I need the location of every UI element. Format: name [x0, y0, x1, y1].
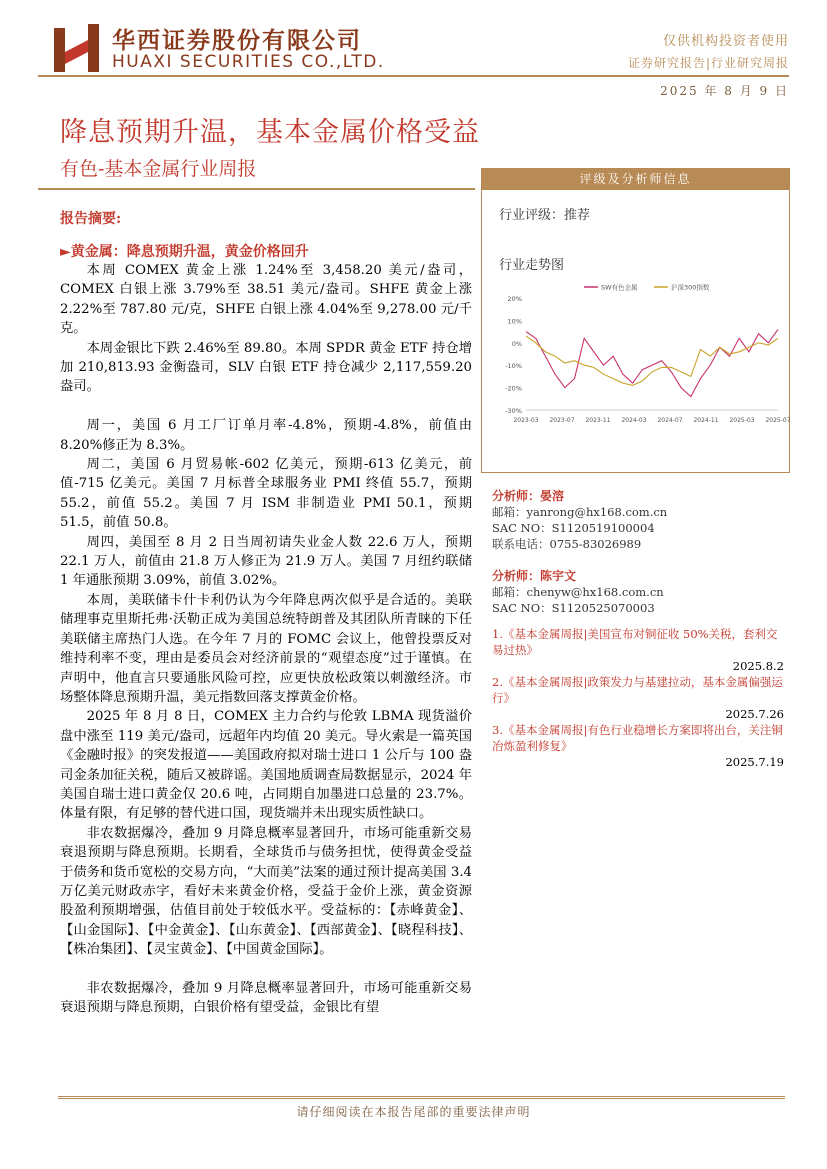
email-label: 邮箱： [492, 585, 527, 599]
header-divider [38, 75, 789, 77]
analyst-2 [492, 568, 792, 616]
subtitle-divider [38, 188, 475, 190]
company-name-cn: 华西证券股份有限公司 [112, 28, 362, 54]
audience-note: 仅供机构投资者使用 [662, 34, 789, 49]
email-label: 邮箱： [492, 505, 527, 519]
analyst-email[interactable]: yanrong@hx168.com.cn [526, 505, 668, 519]
company-name-en: HUAXI SECURITIES CO.,LTD. [112, 52, 385, 72]
x-tick-label: 2025-07 [765, 417, 791, 424]
analyst-label: 分析师： [492, 489, 541, 503]
x-tick-label: 2023-07 [549, 417, 575, 424]
trend-chart [496, 276, 791, 434]
body-paragraph: 本周，美联储卡什卡利仍认为今年降息两次似乎是合适的。美联储理事克里斯托弗·沃勒正成为美国总统特朗普及其团队所青睐的下任美联储主席热门人选。在今年 7 月的 FOMC 会议上，他曾投票反对维持利率不变，理由是委员会对经济前景的“观望态度”过于谨慎。在声明中，他直言只要通胀风险可控，应更快放松政策以刺激经济。市场整体降息预期升温，美元指数回落支撑黄金价格。 [60, 592, 472, 705]
analyst-info [492, 488, 792, 616]
related-report-date: 2025.7.19 [725, 755, 784, 769]
huaxi-logo-icon [52, 22, 102, 74]
report-title: 降息预期升温，基本金属价格受益 [60, 117, 480, 148]
body-paragraph: 非农数据爆冷，叠加 9 月降息概率显著回升，市场可能重新交易衰退预期与降息预期。长期看，全球货币与债务担忧，使得黄金受益于债务和货币宽松的交易方向，“大而美”法案的通过预计提高美国 3.4 万亿美元财政赤字，看好未来黄金价格，受益于金价上涨，黄金资源股盈利预期增强，估值目前处于较低水平。受益标的：【赤峰黄金】、【山金国际】、【中金黄金】、【山东黄金】、【西部黄金】、【晓程科技】、【株冶集团】、【灵宝黄金】、【中国黄金国际】。 [60, 825, 472, 958]
report-type: 证券研究报告|行业研究周报 [627, 56, 789, 70]
summary-label: 报告摘要: [60, 211, 122, 227]
body-paragraph: 周一，美国 6 月工厂订单月率-4.8%，预期-4.8%，前值由 8.20%修正为 8.3%。 [60, 418, 472, 453]
x-tick-label: 2023-03 [513, 417, 539, 424]
related-report-title[interactable]: 1.《基本金属周报|美国宣布对铜征收 50%关税，套利交易过热》 [492, 627, 778, 657]
analyst-1 [492, 488, 792, 552]
panel-heading: 评级及分析师信息 [481, 168, 790, 190]
report-date: 2025 年 8 月 9 日 [660, 84, 789, 98]
x-tick-label: 2025-03 [729, 417, 755, 424]
footer-divider [58, 1098, 785, 1099]
x-tick-label: 2023-11 [585, 417, 611, 424]
analyst-name: 晏溶 [540, 489, 565, 503]
body-paragraph: 非农数据爆冷，叠加 9 月降息概率显著回升，市场可能重新交易衰退预期与降息预期，白银价格有望受益，金银比有望 [60, 981, 472, 1016]
industry-rating: 行业评级：推荐 [499, 208, 591, 223]
y-tick-label: 0% [511, 339, 522, 348]
y-tick-label: -10% [505, 362, 522, 371]
y-tick-label: 10% [507, 317, 522, 326]
series-line-1 [526, 336, 778, 385]
y-tick-label: 20% [507, 295, 522, 303]
body-paragraph: 2025 年 8 月 8 日，COMEX 主力合约与伦敦 LBMA 现货溢价盘中涨至 119 美元/盎司，远超年内均值 20 美元。导火索是一篇英国《金融时报》的突发报道——美国政府拟对瑞士进口 1 公斤与 100 盎司金条加征关税，随后又被辟谣。美国地质调查局数据显示，2024 年美国自瑞士进口黄金仅 20.6 吨，占同期自加墨进口总量的 23.7%。体量有限，有足够的替代进口国，现货端并未出现实质性缺口。 [60, 709, 472, 822]
related-report-title[interactable]: 2.《基本金属周报|政策发力与基建拉动，基本金属偏强运行》 [492, 675, 783, 705]
x-tick-label: 2024-03 [621, 417, 647, 424]
footer-divider [58, 1096, 785, 1097]
analyst-label: 分析师： [492, 569, 541, 583]
x-tick-label: 2024-11 [693, 417, 719, 424]
related-reports [492, 626, 784, 770]
body-paragraph: 本周金银比下跌 2.46%至 89.80。本周 SPDR 黄金 ETF 持仓增加 210,813.93 金衡盎司，SLV 白银 ETF 持仓减少 2,117,559.20 盎司。 [60, 340, 472, 395]
x-tick-label: 2024-07 [657, 417, 683, 424]
related-report-date: 2025.8.2 [732, 659, 784, 673]
analyst-phone: 0755-83026989 [549, 537, 642, 551]
sac-label: SAC NO： [492, 521, 552, 535]
body-paragraph: 周二，美国 6 月贸易帐-602 亿美元，预期-613 亿美元，前值-715 亿美元。美国 7 月标普全球服务业 PMI 终值 55.7，预期 55.2，前值 55.2。美国 7 月 ISM 非制造业 PMI 50.1，预期 51.5，前值 50.8。 [60, 457, 472, 531]
sac-label: SAC NO： [492, 601, 552, 615]
y-tick-label: -30% [505, 407, 522, 415]
trend-chart-label: 行业走势图 [499, 258, 565, 273]
body-paragraph: 本周 COMEX 黄金上涨 1.24%至 3,458.20 美元/盎司，COMEX 白银上涨 3.79%至 38.51 美元/盎司。SHFE 黄金上涨 2.22%至 787.80 元/克，SHFE 白银上涨 4.04%至 9,278.00 元/千克。 [60, 263, 472, 337]
body-paragraph: 周四，美国至 8 月 2 日当周初请失业金人数 22.6 万人，预期 22.1 万人，前值由 21.8 万人修正为 21.9 万人。美国 7 月纽约联储 1 年通胀预期 3.09%，前值 3.02%。 [60, 534, 472, 589]
analyst-sac: S1120525070003 [551, 601, 655, 615]
legend-label: 沪深300指数 [671, 283, 710, 292]
series-line-0 [526, 329, 778, 396]
section-title-gold: ►黄金属：降息预期升温，黄金价格回升 [60, 244, 309, 260]
analyst-name: 陈宇文 [540, 569, 577, 583]
related-report-item[interactable] [492, 626, 784, 674]
related-report-title[interactable]: 3.《基本金属周报|有色行业稳增长方案即将出台，关注铜冶炼盈利修复》 [492, 723, 783, 753]
legend-label: SW有色金属 [601, 283, 638, 292]
y-tick-label: -20% [505, 384, 522, 393]
related-report-item[interactable] [492, 722, 784, 770]
legal-notice[interactable]: 请仔细阅读在本报告尾部的重要法律声明 [296, 1105, 531, 1119]
related-report-item[interactable] [492, 674, 784, 722]
analyst-sac: S1120519100004 [551, 521, 655, 535]
report-subtitle: 有色-基本金属行业周报 [60, 158, 257, 180]
related-report-date: 2025.7.26 [725, 707, 784, 721]
report-body [60, 261, 472, 1018]
phone-label: 联系电话： [492, 537, 550, 551]
analyst-email[interactable]: chenyw@hx168.com.cn [526, 585, 664, 599]
